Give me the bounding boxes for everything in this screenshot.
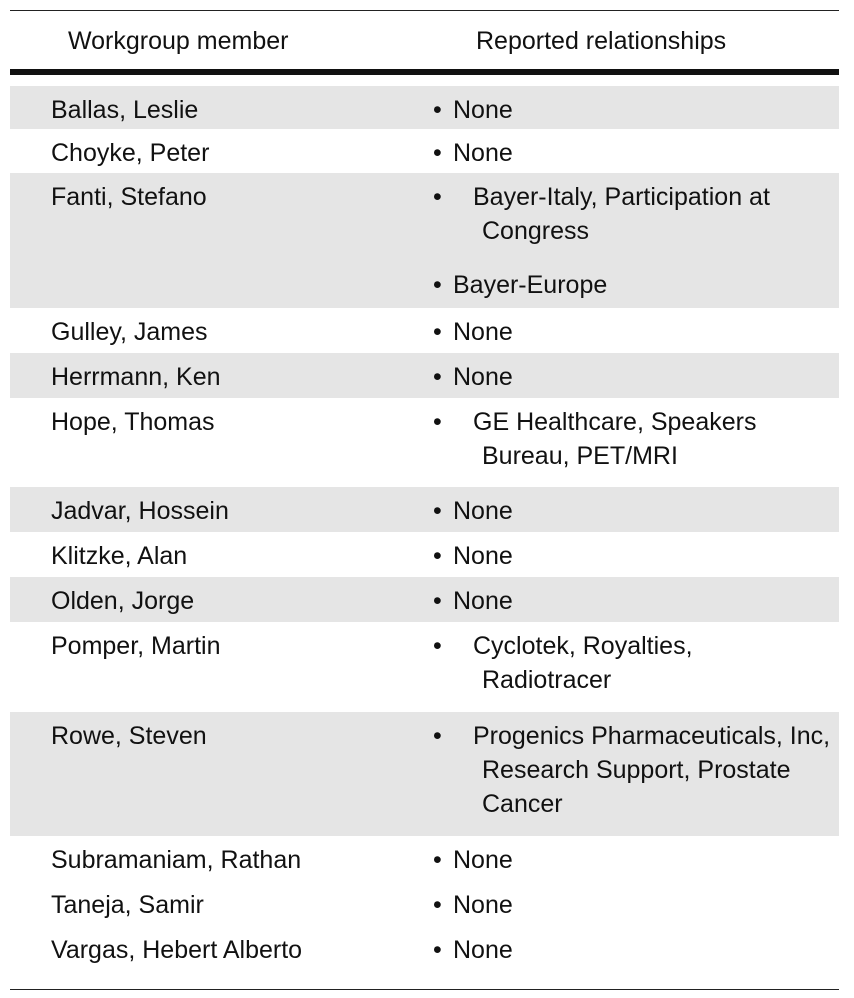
header-rule (10, 69, 839, 75)
bullet-icon: • (433, 936, 442, 964)
relationships-cell (433, 584, 833, 618)
member-name: Jadvar, Hossein (51, 497, 229, 525)
relationship-item: • None (433, 584, 833, 618)
table-row (10, 881, 839, 926)
table-row (10, 308, 839, 353)
bullet-icon: • (433, 96, 442, 124)
member-name: Pomper, Martin (51, 632, 221, 660)
relationship-item: • Cyclotek, Royalties, Radiotracer (433, 629, 833, 697)
member-name: Choyke, Peter (51, 139, 210, 167)
table-row (10, 836, 839, 881)
table-row (10, 173, 839, 308)
table-row (10, 129, 839, 173)
member-name: Hope, Thomas (51, 408, 215, 436)
table-row (10, 86, 839, 129)
member-name: Ballas, Leslie (51, 96, 199, 124)
member-name: Subramaniam, Rathan (51, 846, 302, 874)
bullet-icon: • (433, 891, 442, 919)
relationship-item: • None (433, 843, 833, 877)
relationships-cell (433, 843, 833, 877)
member-name: Vargas, Hebert Alberto (51, 936, 303, 964)
relationship-item: • None (433, 539, 833, 573)
member-name: Klitzke, Alan (51, 542, 188, 570)
member-name: Olden, Jorge (51, 587, 195, 615)
table-bottom-rule (10, 989, 839, 990)
relationship-item: • None (433, 93, 833, 127)
table-body (10, 86, 839, 971)
relationship-item: • None (433, 888, 833, 922)
bullet-icon: • (433, 846, 442, 874)
relationship-item: • GE Healthcare, Speakers Bureau, PET/MRI (433, 405, 833, 473)
relationships-cell (433, 180, 833, 302)
table-row (10, 712, 839, 836)
bullet-icon: • (433, 363, 442, 391)
bullet-icon: • (433, 542, 442, 570)
member-name: Taneja, Samir (51, 891, 204, 919)
table-row (10, 532, 839, 577)
relationship-item: • Progenics Pharmaceuticals, Inc, Research Support, Prostate Cancer (433, 719, 833, 821)
relationships-cell (433, 888, 833, 922)
relationship-item: • None (433, 933, 833, 967)
relationships-cell (433, 539, 833, 573)
column-header-member: Workgroup member (68, 27, 289, 55)
table-row (10, 353, 839, 398)
relationship-item: • None (433, 494, 833, 528)
relationship-item: • None (433, 360, 833, 394)
bullet-icon: • (433, 271, 442, 299)
relationship-item: • Bayer-Europe (433, 268, 833, 302)
member-name: Herrmann, Ken (51, 363, 221, 391)
bullet-icon: • (433, 587, 442, 615)
bullet-icon: • (433, 318, 442, 346)
relationships-cell (433, 315, 833, 349)
bullet-icon: • (433, 408, 442, 436)
bullet-icon: • (433, 632, 442, 660)
relationships-cell (433, 719, 833, 821)
bullet-icon: • (433, 722, 442, 750)
member-name: Gulley, James (51, 318, 208, 346)
relationships-cell (433, 933, 833, 967)
table-row (10, 926, 839, 971)
bullet-icon: • (433, 183, 442, 211)
table-row (10, 487, 839, 532)
bullet-icon: • (433, 139, 442, 167)
relationship-item: • None (433, 315, 833, 349)
relationship-item: • None (433, 136, 833, 170)
member-name: Fanti, Stefano (51, 183, 207, 211)
relationships-cell (433, 405, 833, 473)
relationships-cell (433, 494, 833, 528)
relationships-cell (433, 136, 833, 170)
table-row (10, 577, 839, 622)
column-header-relationships: Reported relationships (476, 27, 727, 55)
relationships-cell (433, 360, 833, 394)
relationship-item: • Bayer-Italy, Participation at Congress (433, 180, 833, 248)
relationships-cell (433, 629, 833, 697)
member-name: Rowe, Steven (51, 722, 207, 750)
table-row (10, 622, 839, 712)
bullet-icon: • (433, 497, 442, 525)
table-header (10, 11, 839, 69)
table-row (10, 398, 839, 487)
relationships-cell (433, 93, 833, 127)
